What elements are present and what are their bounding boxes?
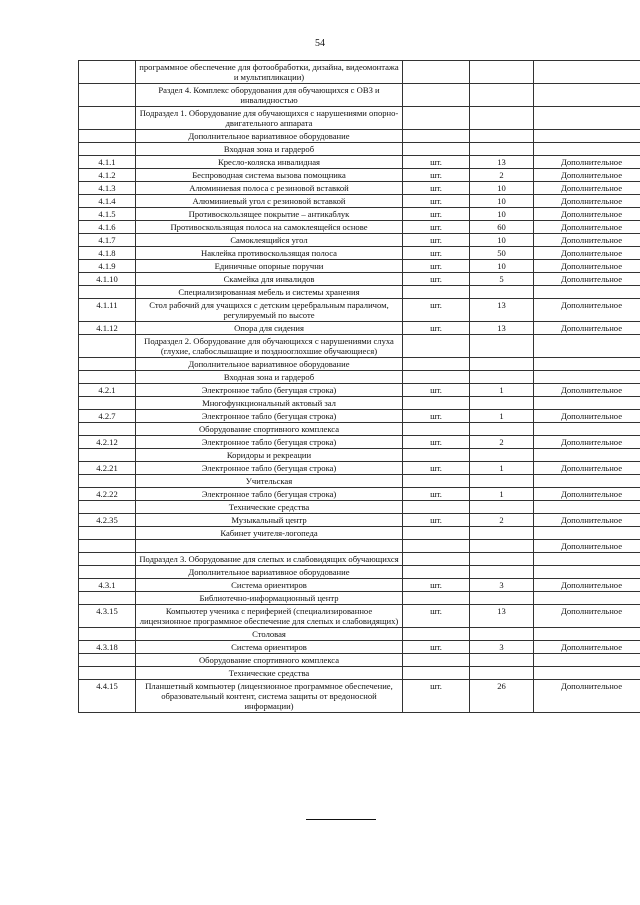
item-name-cell: Кресло-коляска инвалидная — [136, 156, 403, 169]
section-heading-row — [79, 286, 640, 299]
item-name-cell: Система ориентиров — [136, 641, 403, 654]
empty-cell — [534, 449, 640, 462]
empty-cell — [534, 527, 640, 540]
section-heading-row — [79, 475, 640, 488]
empty-cell — [534, 107, 640, 130]
note-cell: Дополнительное — [534, 195, 640, 208]
unit-cell: шт. — [403, 299, 470, 322]
table-row — [79, 195, 640, 208]
item-name-cell: Компьютер ученика с периферией (специализированное лицензионное программное обеспечение для слепых и слабовидящих) — [136, 605, 403, 628]
section-heading-row — [79, 654, 640, 667]
table-row — [79, 247, 640, 260]
note-cell: Дополнительное — [534, 488, 640, 501]
note-cell: Дополнительное — [534, 247, 640, 260]
quantity-cell: 13 — [470, 322, 534, 335]
unit-cell — [403, 540, 470, 553]
empty-cell — [470, 358, 534, 371]
unit-cell: шт. — [403, 462, 470, 475]
empty-cell — [534, 84, 640, 107]
empty-cell — [79, 286, 136, 299]
quantity-cell: 1 — [470, 410, 534, 423]
quantity-cell: 2 — [470, 514, 534, 527]
section-heading: Столовая — [136, 628, 403, 641]
item-number-cell: 4.1.10 — [79, 273, 136, 286]
section-heading-row — [79, 61, 640, 84]
item-number-cell: 4.3.15 — [79, 605, 136, 628]
section-heading-row — [79, 566, 640, 579]
page-number: 54 — [315, 38, 325, 49]
item-number-cell: 4.1.12 — [79, 322, 136, 335]
table-row — [79, 540, 640, 553]
table-row — [79, 169, 640, 182]
table-row — [79, 641, 640, 654]
empty-cell — [403, 143, 470, 156]
item-number-cell: 4.1.1 — [79, 156, 136, 169]
empty-cell — [403, 423, 470, 436]
empty-cell — [403, 358, 470, 371]
item-name-cell: Электронное табло (бегущая строка) — [136, 410, 403, 423]
section-heading: Дополнительное вариативное оборудование — [136, 130, 403, 143]
item-number-cell: 4.2.21 — [79, 462, 136, 475]
note-cell: Дополнительное — [534, 273, 640, 286]
item-name-cell: Электронное табло (бегущая строка) — [136, 488, 403, 501]
empty-cell — [470, 143, 534, 156]
quantity-cell: 1 — [470, 462, 534, 475]
section-heading-row — [79, 371, 640, 384]
table-row — [79, 221, 640, 234]
empty-cell — [534, 423, 640, 436]
item-number-cell: 4.2.1 — [79, 384, 136, 397]
item-number-cell — [79, 540, 136, 553]
section-heading: Дополнительное вариативное оборудование — [136, 358, 403, 371]
empty-cell — [403, 501, 470, 514]
note-cell: Дополнительное — [534, 208, 640, 221]
item-name-cell: Стол рабочий для учащихся с детским церебральным параличом, регулируемый по высоте — [136, 299, 403, 322]
item-name-cell — [136, 540, 403, 553]
item-name-cell: Система ориентиров — [136, 579, 403, 592]
item-number-cell: 4.2.22 — [79, 488, 136, 501]
empty-cell — [534, 130, 640, 143]
quantity-cell: 1 — [470, 488, 534, 501]
item-name-cell: Музыкальный центр — [136, 514, 403, 527]
empty-cell — [470, 553, 534, 566]
unit-cell: шт. — [403, 605, 470, 628]
unit-cell: шт. — [403, 410, 470, 423]
empty-cell — [470, 592, 534, 605]
note-cell: Дополнительное — [534, 384, 640, 397]
section-heading-row — [79, 628, 640, 641]
item-name-cell: Единичные опорные поручни — [136, 260, 403, 273]
unit-cell: шт. — [403, 182, 470, 195]
section-heading-row — [79, 130, 640, 143]
section-heading-row — [79, 553, 640, 566]
item-number-cell: 4.1.7 — [79, 234, 136, 247]
section-heading-row — [79, 107, 640, 130]
empty-cell — [534, 553, 640, 566]
table-row — [79, 680, 640, 713]
section-heading-row — [79, 527, 640, 540]
empty-cell — [79, 397, 136, 410]
empty-cell — [534, 61, 640, 84]
empty-cell — [470, 286, 534, 299]
section-heading: Специализированная мебель и системы хранения — [136, 286, 403, 299]
section-heading: Библиотечно-информационный центр — [136, 592, 403, 605]
section-heading: Подраздел 1. Оборудование для обучающихся с нарушениями опорно-двигательного аппарата — [136, 107, 403, 130]
table-row — [79, 322, 640, 335]
quantity-cell: 13 — [470, 605, 534, 628]
quantity-cell: 10 — [470, 182, 534, 195]
section-heading: Подраздел 2. Оборудование для обучающихся с нарушениями слуха (глухие, слабослышащие и позднооглохшие обучающиеся) — [136, 335, 403, 358]
unit-cell: шт. — [403, 208, 470, 221]
section-heading-row — [79, 84, 640, 107]
empty-cell — [470, 449, 534, 462]
unit-cell: шт. — [403, 436, 470, 449]
note-cell: Дополнительное — [534, 234, 640, 247]
empty-cell — [79, 667, 136, 680]
empty-cell — [470, 107, 534, 130]
unit-cell: шт. — [403, 384, 470, 397]
unit-cell: шт. — [403, 169, 470, 182]
note-cell: Дополнительное — [534, 514, 640, 527]
equipment-table — [78, 60, 640, 713]
end-divider — [306, 819, 376, 820]
empty-cell — [79, 566, 136, 579]
table-row — [79, 410, 640, 423]
empty-cell — [470, 475, 534, 488]
quantity-cell: 50 — [470, 247, 534, 260]
item-name-cell: Противоскользящее покрытие – антикаблук — [136, 208, 403, 221]
empty-cell — [403, 130, 470, 143]
table-row — [79, 462, 640, 475]
note-cell: Дополнительное — [534, 540, 640, 553]
table-row — [79, 579, 640, 592]
item-number-cell: 4.1.8 — [79, 247, 136, 260]
section-heading-row — [79, 397, 640, 410]
quantity-cell: 3 — [470, 641, 534, 654]
table-row — [79, 260, 640, 273]
empty-cell — [534, 566, 640, 579]
unit-cell: шт. — [403, 195, 470, 208]
empty-cell — [534, 667, 640, 680]
quantity-cell: 13 — [470, 156, 534, 169]
quantity-cell: 10 — [470, 234, 534, 247]
empty-cell — [470, 130, 534, 143]
note-cell: Дополнительное — [534, 462, 640, 475]
empty-cell — [79, 592, 136, 605]
empty-cell — [79, 449, 136, 462]
equipment-table-body — [79, 61, 640, 713]
empty-cell — [403, 527, 470, 540]
note-cell: Дополнительное — [534, 182, 640, 195]
empty-cell — [79, 358, 136, 371]
item-number-cell: 4.1.3 — [79, 182, 136, 195]
section-heading: Оборудование спортивного комплекса — [136, 423, 403, 436]
note-cell: Дополнительное — [534, 169, 640, 182]
item-number-cell: 4.2.7 — [79, 410, 136, 423]
item-name-cell: Электронное табло (бегущая строка) — [136, 462, 403, 475]
item-name-cell: Опора для сидения — [136, 322, 403, 335]
item-number-cell: 4.1.5 — [79, 208, 136, 221]
item-number-cell: 4.1.11 — [79, 299, 136, 322]
section-heading: Раздел 4. Комплекс оборудования для обучающихся с ОВЗ и инвалидностью — [136, 84, 403, 107]
unit-cell: шт. — [403, 680, 470, 713]
empty-cell — [534, 501, 640, 514]
unit-cell: шт. — [403, 221, 470, 234]
section-heading: программное обеспечение для фотообработки, дизайна, видеомонтажа и мультипликации) — [136, 61, 403, 84]
quantity-cell: 2 — [470, 436, 534, 449]
empty-cell — [79, 654, 136, 667]
item-number-cell: 4.1.2 — [79, 169, 136, 182]
table-row — [79, 273, 640, 286]
empty-cell — [403, 371, 470, 384]
table-row — [79, 514, 640, 527]
empty-cell — [79, 628, 136, 641]
empty-cell — [534, 286, 640, 299]
empty-cell — [470, 566, 534, 579]
empty-cell — [403, 667, 470, 680]
item-name-cell: Наклейка противоскользящая полоса — [136, 247, 403, 260]
unit-cell: шт. — [403, 156, 470, 169]
empty-cell — [403, 286, 470, 299]
table-row — [79, 182, 640, 195]
empty-cell — [403, 61, 470, 84]
note-cell: Дополнительное — [534, 410, 640, 423]
unit-cell: шт. — [403, 273, 470, 286]
empty-cell — [470, 423, 534, 436]
empty-cell — [534, 335, 640, 358]
section-heading: Технические средства — [136, 501, 403, 514]
item-number-cell: 4.3.18 — [79, 641, 136, 654]
unit-cell: шт. — [403, 322, 470, 335]
unit-cell: шт. — [403, 260, 470, 273]
unit-cell: шт. — [403, 641, 470, 654]
item-name-cell: Скамейка для инвалидов — [136, 273, 403, 286]
section-heading: Входная зона и гардероб — [136, 143, 403, 156]
empty-cell — [403, 335, 470, 358]
unit-cell: шт. — [403, 247, 470, 260]
item-number-cell: 4.1.4 — [79, 195, 136, 208]
item-name-cell: Алюминиевая полоса с резиновой вставкой — [136, 182, 403, 195]
empty-cell — [470, 667, 534, 680]
item-name-cell: Электронное табло (бегущая строка) — [136, 436, 403, 449]
quantity-cell: 10 — [470, 195, 534, 208]
section-heading: Входная зона и гардероб — [136, 371, 403, 384]
item-number-cell: 4.3.1 — [79, 579, 136, 592]
empty-cell — [79, 423, 136, 436]
table-row — [79, 488, 640, 501]
empty-cell — [470, 628, 534, 641]
note-cell: Дополнительное — [534, 605, 640, 628]
quantity-cell: 60 — [470, 221, 534, 234]
empty-cell — [79, 335, 136, 358]
item-number-cell: 4.1.6 — [79, 221, 136, 234]
item-number-cell: 4.2.12 — [79, 436, 136, 449]
quantity-cell: 13 — [470, 299, 534, 322]
section-heading: Подраздел 3. Оборудование для слепых и слабовидящих обучающихся — [136, 553, 403, 566]
item-number-cell: 4.2.35 — [79, 514, 136, 527]
empty-cell — [403, 566, 470, 579]
item-name-cell: Самоклеящийся угол — [136, 234, 403, 247]
empty-cell — [403, 628, 470, 641]
table-row — [79, 384, 640, 397]
empty-cell — [79, 371, 136, 384]
unit-cell: шт. — [403, 488, 470, 501]
empty-cell — [534, 143, 640, 156]
empty-cell — [470, 501, 534, 514]
note-cell: Дополнительное — [534, 436, 640, 449]
section-heading: Технические средства — [136, 667, 403, 680]
empty-cell — [79, 143, 136, 156]
empty-cell — [79, 501, 136, 514]
section-heading-row — [79, 501, 640, 514]
empty-cell — [403, 553, 470, 566]
item-name-cell: Алюминиевый угол с резиновой вставкой — [136, 195, 403, 208]
empty-cell — [79, 84, 136, 107]
item-name-cell: Электронное табло (бегущая строка) — [136, 384, 403, 397]
empty-cell — [534, 628, 640, 641]
empty-cell — [534, 592, 640, 605]
section-heading: Учительская — [136, 475, 403, 488]
empty-cell — [79, 475, 136, 488]
section-heading-row — [79, 358, 640, 371]
quantity-cell: 1 — [470, 384, 534, 397]
item-number-cell: 4.4.15 — [79, 680, 136, 713]
table-row — [79, 605, 640, 628]
empty-cell — [403, 449, 470, 462]
note-cell: Дополнительное — [534, 260, 640, 273]
quantity-cell: 3 — [470, 579, 534, 592]
quantity-cell — [470, 540, 534, 553]
quantity-cell: 26 — [470, 680, 534, 713]
section-heading: Коридоры и рекреации — [136, 449, 403, 462]
quantity-cell: 10 — [470, 208, 534, 221]
section-heading-row — [79, 143, 640, 156]
note-cell: Дополнительное — [534, 579, 640, 592]
table-row — [79, 156, 640, 169]
table-row — [79, 436, 640, 449]
empty-cell — [470, 371, 534, 384]
empty-cell — [403, 592, 470, 605]
empty-cell — [534, 371, 640, 384]
note-cell: Дополнительное — [534, 641, 640, 654]
note-cell: Дополнительное — [534, 299, 640, 322]
unit-cell: шт. — [403, 579, 470, 592]
empty-cell — [534, 475, 640, 488]
empty-cell — [403, 654, 470, 667]
empty-cell — [534, 397, 640, 410]
section-heading-row — [79, 335, 640, 358]
empty-cell — [470, 397, 534, 410]
table-row — [79, 208, 640, 221]
item-name-cell: Беспроводная система вызова помощника — [136, 169, 403, 182]
empty-cell — [470, 84, 534, 107]
quantity-cell: 10 — [470, 260, 534, 273]
empty-cell — [79, 527, 136, 540]
item-name-cell: Противоскользящая полоса на самоклеящейся основе — [136, 221, 403, 234]
quantity-cell: 2 — [470, 169, 534, 182]
empty-cell — [403, 397, 470, 410]
empty-cell — [79, 61, 136, 84]
note-cell: Дополнительное — [534, 680, 640, 713]
empty-cell — [79, 553, 136, 566]
empty-cell — [403, 84, 470, 107]
empty-cell — [403, 475, 470, 488]
empty-cell — [470, 335, 534, 358]
note-cell: Дополнительное — [534, 322, 640, 335]
empty-cell — [79, 107, 136, 130]
item-name-cell: Планшетный компьютер (лицензионное программное обеспечение, образовательный контент, система защиты от вредоносной информации) — [136, 680, 403, 713]
section-heading-row — [79, 667, 640, 680]
section-heading-row — [79, 423, 640, 436]
section-heading: Многофункциональный актовый зал — [136, 397, 403, 410]
table-row — [79, 299, 640, 322]
section-heading-row — [79, 449, 640, 462]
item-number-cell: 4.1.9 — [79, 260, 136, 273]
note-cell: Дополнительное — [534, 156, 640, 169]
section-heading-row — [79, 592, 640, 605]
table-row — [79, 234, 640, 247]
empty-cell — [470, 61, 534, 84]
empty-cell — [534, 358, 640, 371]
empty-cell — [403, 107, 470, 130]
empty-cell — [470, 527, 534, 540]
empty-cell — [534, 654, 640, 667]
quantity-cell: 5 — [470, 273, 534, 286]
unit-cell: шт. — [403, 514, 470, 527]
unit-cell: шт. — [403, 234, 470, 247]
section-heading: Кабинет учителя-логопеда — [136, 527, 403, 540]
empty-cell — [470, 654, 534, 667]
empty-cell — [79, 130, 136, 143]
note-cell: Дополнительное — [534, 221, 640, 234]
section-heading: Оборудование спортивного комплекса — [136, 654, 403, 667]
section-heading: Дополнительное вариативное оборудование — [136, 566, 403, 579]
